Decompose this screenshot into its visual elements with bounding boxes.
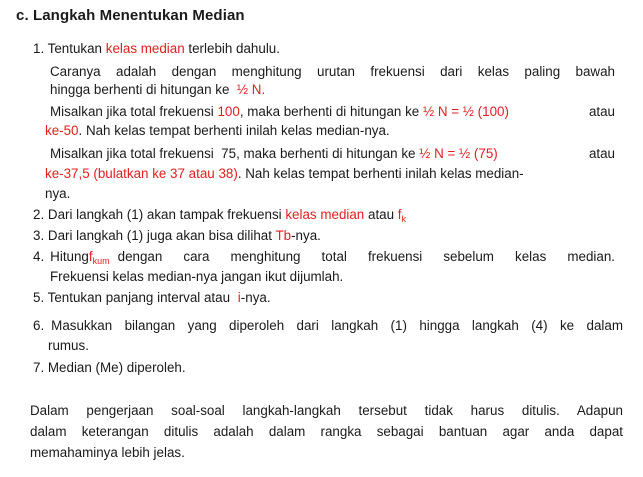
section-heading: c. Langkah Menentukan Median [16, 7, 245, 24]
step-2: 2. Dari langkah (1) akan tampak frekuensi kelas median atau $f_k$ [33, 207, 407, 224]
highlight-ke-37-5: ke-37,5 (bulatkan ke 37 atau 38) [45, 166, 238, 181]
step-number: 5. [33, 290, 45, 305]
step-1-line-4: Misalkan jika total frekuensi 100, maka berhenti di hitungan ke ½ N = ½ (100) atau [50, 104, 615, 119]
highlight-formula-75: ½ N = ½ (75) [419, 146, 498, 161]
step-4-line-1: 4. Hitung $f_{kum}$ dengan cara menghitung total frekuensi sebelum kelas median. [33, 249, 615, 266]
step-number: 3. [33, 228, 45, 243]
step-1-line-7: ke-37,5 (bulatkan ke 37 atau 38). Nah kelas tempat berhenti inilah kelas median- [45, 166, 524, 181]
step-5: 5. Tentukan panjang interval atau i-nya. [33, 290, 271, 305]
symbol-fk: $f_k$ [397, 207, 407, 224]
highlight-kelas-median: kelas median [105, 41, 185, 56]
step-number: 7. [33, 360, 45, 375]
step-3: 3. Dari langkah (1) juga akan bisa dilihat Tb-nya. [33, 228, 321, 243]
step-number: 1. [33, 41, 45, 56]
step-1-line-6: Misalkan jika total frekuensi 75, maka berhenti di hitungan ke ½ N = ½ (75) atau [50, 146, 615, 161]
symbol-fkum: $f_{kum}$ [88, 249, 110, 266]
step-1-line-8: nya. [45, 186, 71, 201]
step-number: 4. [33, 249, 45, 264]
closing-line-1: Dalam pengerjaan soal-soal langkah-langkah tersebut tidak harus ditulis. Adapun [30, 403, 623, 418]
step-1-line-5: ke-50. Nah kelas tempat berhenti inilah kelas median-nya. [45, 123, 390, 138]
highlight-total-100: 100 [217, 104, 240, 119]
step-6-line-1: 6. Masukkan bilangan yang diperoleh dari langkah (1) hingga langkah (4) ke dalam [33, 318, 623, 333]
highlight-ke-50: ke-50 [45, 123, 79, 138]
step-number: 6. [33, 318, 45, 333]
step-6-line-2: rumus. [48, 338, 89, 353]
highlight-tb: Tb [275, 228, 292, 243]
closing-line-3: memahaminya lebih jelas. [30, 445, 185, 460]
highlight-i: i [237, 290, 241, 305]
highlight-half-n: ½ N. [236, 82, 266, 97]
step-4-line-2: Frekuensi kelas median-nya jangan ikut dijumlah. [50, 269, 344, 284]
step-1-line-1: 1. Tentukan kelas median terlebih dahulu. [33, 41, 280, 56]
highlight-kelas-median: kelas median [285, 207, 365, 222]
step-7: 7. Median (Me) diperoleh. [33, 360, 186, 375]
highlight-formula-100: ½ N = ½ (100) [422, 104, 509, 119]
step-1-line-2: Caranya adalah dengan menghitung urutan frekuensi dari kelas paling bawah [50, 64, 615, 79]
closing-line-2: dalam keterangan ditulis adalah dalam rangka sebagai bantuan agar anda dapat [30, 424, 623, 439]
step-number: 2. [33, 207, 45, 222]
step-1-line-3: hingga berhenti di hitungan ke ½ N. [50, 82, 266, 97]
